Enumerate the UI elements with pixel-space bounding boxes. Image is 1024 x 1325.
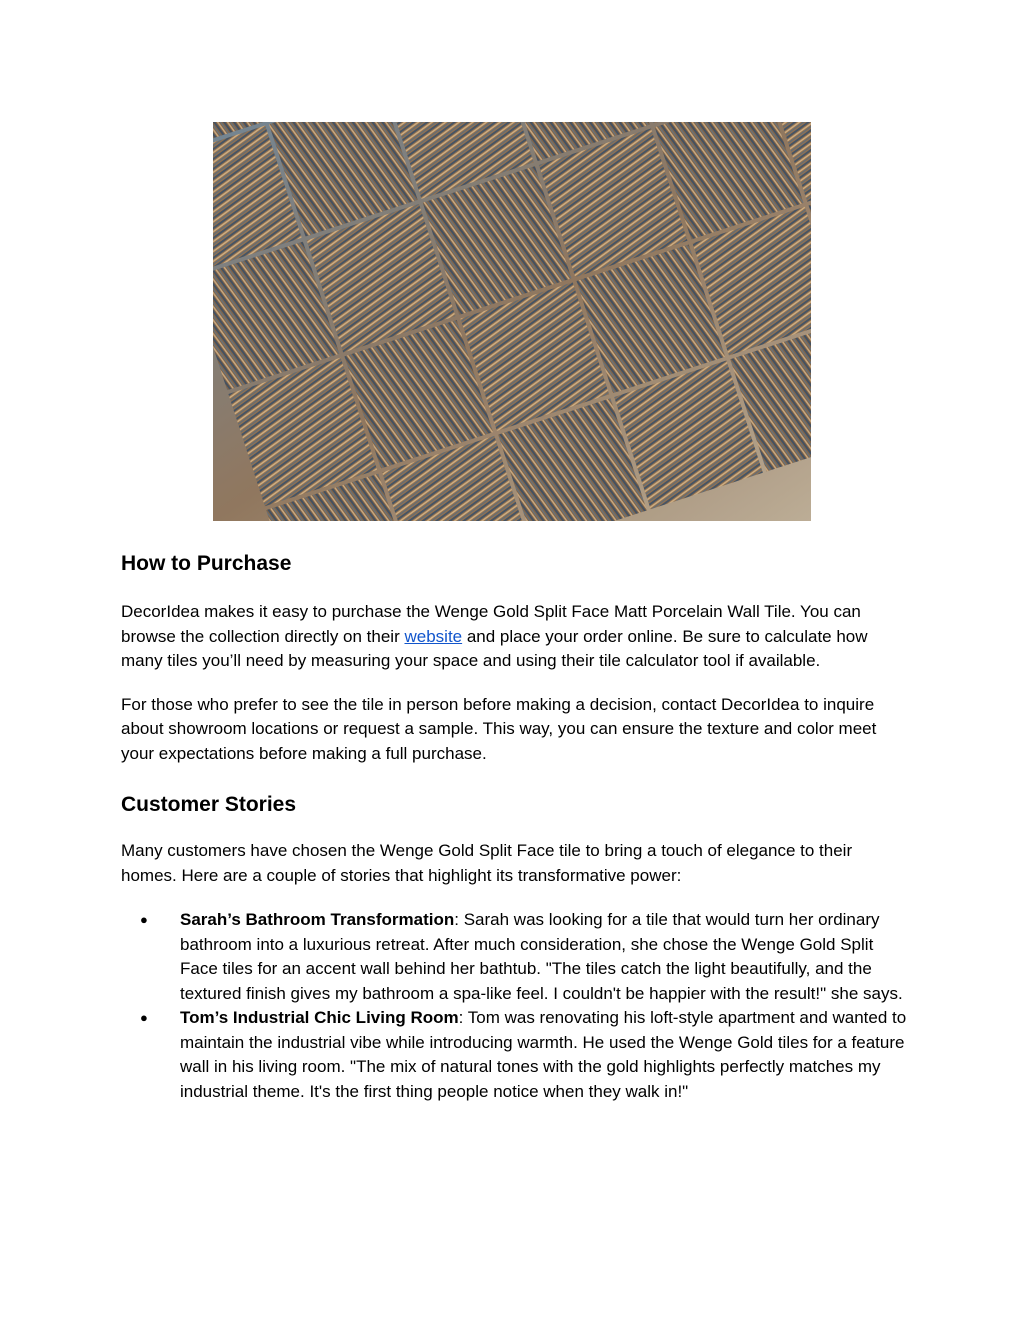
story-text: : Sarah was looking for a tile that would turn her ordinary bathroom into a luxurious retreat. After much consideration, she chose the Wenge Gold Split Face tiles for an accent wall behind her bathtub. "The tiles catch the light beautifully, and the textured finish gives my bathroom a spa-like feel. I couldn't be happier with the result!" she says. [180, 910, 903, 1003]
story-text: : Tom was renovating his loft-style apartment and wanted to maintain the industrial vibe while introducing warmth. He used the Wenge Gold tiles for a feature wall in his living room. "The mix of natural tones with the gold highlights perfectly matches my industrial theme. It's the first thing people notice when they walk in!" [180, 1008, 907, 1101]
list-item [140, 908, 911, 1006]
website-link[interactable]: website [404, 626, 463, 646]
story-title: Sarah’s Bathroom Transformation [180, 910, 455, 929]
purchase-paragraph-2: For those who prefer to see the tile in person before making a decision, contact DecorIdea to inquire about showroom locations or request a sample. This way, you can ensure the texture and color meet your expectations before making a full purchase. [121, 694, 877, 763]
bullet-icon: ● [140, 1010, 148, 1025]
tile-photo [213, 122, 811, 521]
tile-photo-icon [213, 122, 811, 521]
stories-intro-paragraph: Many customers have chosen the Wenge Gold Split Face tile to bring a touch of elegance to their homes. Here are a couple of stories that highlight its transformative power: [121, 841, 853, 885]
purchase-paragraph-1 [121, 600, 911, 674]
story-title: Tom’s Industrial Chic Living Room [180, 1008, 459, 1027]
purchase-p1-text-end: and place your order online. Be sure to calculate how many tiles you’ll need by measuring your space and using their tile calculator tool if available. [121, 626, 868, 670]
article-body [121, 548, 911, 1104]
purchase-p1-text-start: DecorIdea makes it easy to purchase the Wenge Gold Split Face Matt Porcelain Wall Tile. You can browse the collection directly on their [121, 602, 861, 646]
bullet-icon: ● [140, 912, 148, 927]
heading-customer-stories: Customer Stories [121, 793, 297, 816]
heading-how-to-purchase: How to Purchase [121, 552, 292, 575]
stories-list [121, 908, 911, 1104]
list-item [140, 1006, 911, 1104]
